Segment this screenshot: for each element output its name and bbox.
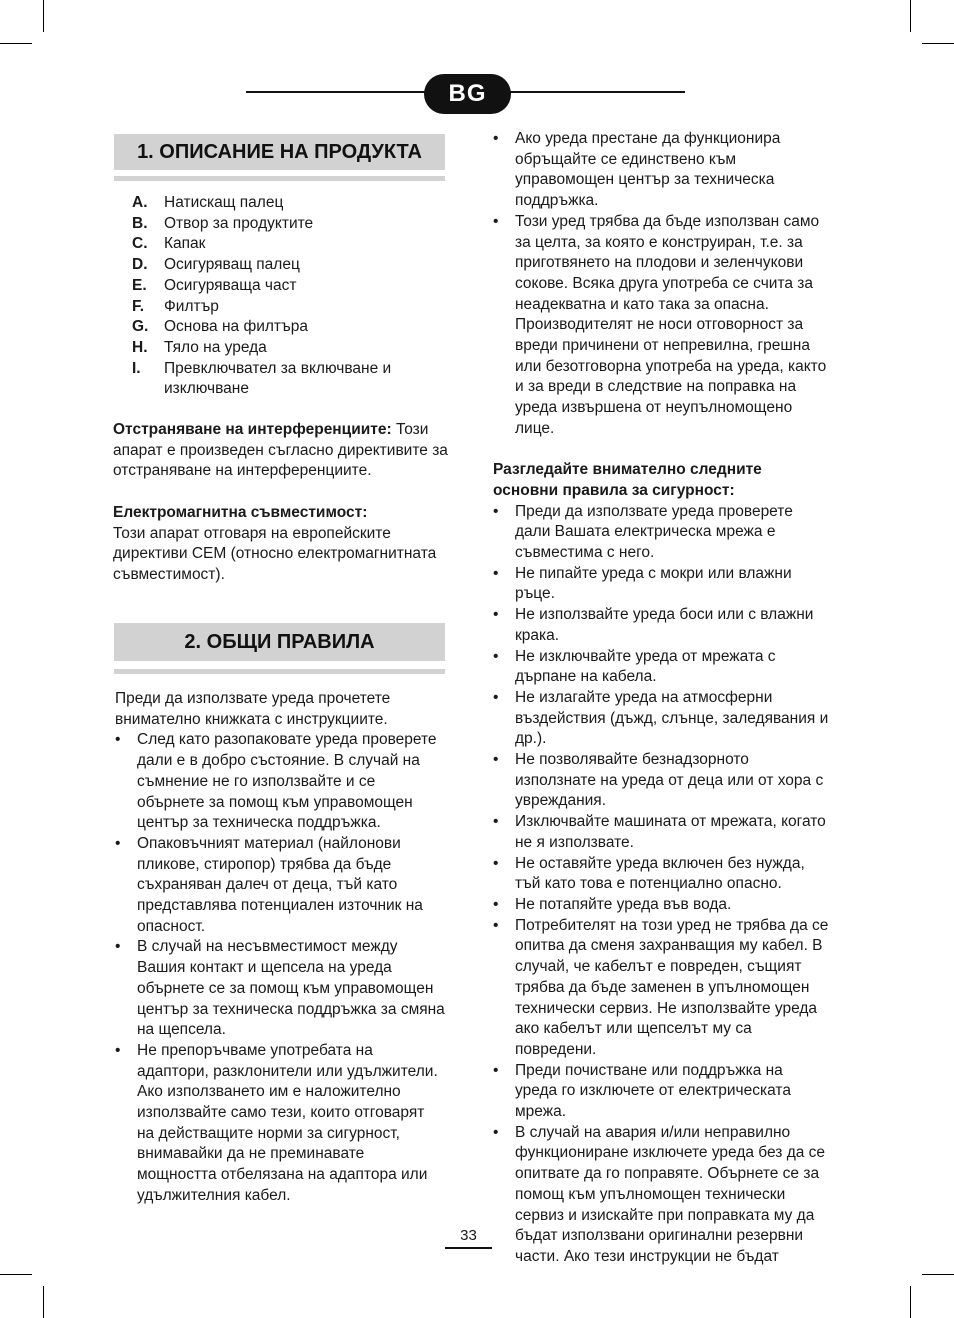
list-item: • Не изключвайте уреда от мрежата с дърпане на кабела. <box>493 647 829 688</box>
list-item: • Не използвайте уреда боси или с влажни крака. <box>493 605 829 646</box>
crop-mark <box>922 1274 954 1275</box>
section-1-rule <box>114 176 445 181</box>
list-item: G. Основа на филтъра <box>132 318 308 336</box>
interference-text: Този апарат е произведен съгласно директивите за отстраняване на интерференциите. <box>113 421 448 480</box>
crop-mark <box>910 0 911 32</box>
list-item: • Ако уреда престане да функционира обръщайте се единствено към управомощен център за техническа поддръжка. <box>493 129 829 212</box>
list-item: • Опаковъчният материал (найлонови пликове, стиропор) трябва да бъде съхраняван далеч от деца, тъй като представлява потенциален източник на опасност. <box>115 834 445 938</box>
safety-rules-list <box>493 502 829 1268</box>
list-item: • В случай на несъвместимост между Вашия контакт и щепсела на уреда обърнете се за помощ към управомощен център за техническа поддръжка за смяна на щепсела. <box>115 937 445 1041</box>
list-item: • Потребителят на този уред не трябва да се опитва да сменя захранващия му кабел. В случай, че кабелът е повреден, същият трябва да бъде заменен в упълномощен технически сервиз. Не използвайте уреда ако кабелът или щепселът му са повредени. <box>493 916 829 1061</box>
emc-label: Електромагнитна съвместимост: <box>113 504 368 521</box>
crop-mark <box>0 43 32 44</box>
list-item: • Не позволявайте безнадзорното използнате на уреда от деца или от хора с увреждания. <box>493 750 829 812</box>
section-2-title: 2. ОБЩИ ПРАВИЛА <box>114 623 445 661</box>
right-column <box>493 129 829 1268</box>
list-item: • Не излагайте уреда на атмосферни въздействия (дъжд, слънце, заледявания и др.). <box>493 688 829 750</box>
list-item: • Изключвайте машината от мрежата, когато не я използвате. <box>493 812 829 853</box>
general-rules-list <box>115 730 445 1206</box>
page-number: 33 <box>445 1226 492 1249</box>
section-1-title: 1. ОПИСАНИЕ НА ПРОДУКТА <box>114 134 445 170</box>
list-item: F. Филтър <box>132 297 219 315</box>
interference-label: Отстраняване на интерференциите: <box>113 421 392 438</box>
list-item: B. Отвор за продуктите <box>132 214 314 232</box>
list-item: • Не пипайте уреда с мокри или влажни ръце. <box>493 564 829 605</box>
list-item: I. Превключвател за включване и изключване <box>132 359 392 398</box>
crop-mark <box>922 43 954 44</box>
header-rule-left <box>246 91 436 93</box>
list-item: • След като разопаковате уреда проверете дали е в добро състояние. В случай на съмнение не го използвайте и се обърнете за помощ към управомощен център за техническа поддръжка. <box>115 730 445 834</box>
list-item: C. Капак <box>132 235 206 253</box>
language-badge: BG <box>424 74 511 114</box>
list-item: • В случай на авария и/или неправилно функциониране изключете уреда без да се опитвате да го поправяте. Обърнете се за помощ към упълномощен технически сервиз и изискайте при поправката му да бъдат използвани оригинални резервни части. Ако тези инструкции не бъдат <box>493 1123 829 1268</box>
list-item: D. Осигуряващ палец <box>132 256 300 274</box>
safety-heading: Разгледайте внимателно следните основни правила за сигурност: <box>493 461 762 499</box>
warranty-list <box>493 129 829 440</box>
crop-mark <box>43 0 44 32</box>
list-item: • Преди да използвате уреда проверете дали Вашата електрическа мрежа е съвместима с него. <box>493 502 829 564</box>
list-item: • Този уред трябва да бъде използван само за целта, за която е конструиран, т.е. за приготвянето на плодови и зеленчукови сокове. Всяка друга употреба се счита за неадекватна и като така за опасна. Производителят не носи отговорност за вреди причинени от непревилна, грешна или безотговорна употреба на уреда, както и за вреди в следствие на поправка на уреда извършена от неупълномощено лице. <box>493 212 829 440</box>
list-item: • Не препоръчваме употребата на адаптори, разклонители или удължители. Ако използването им е наложително използвайте само тези, които отговарят на действащите норми за сигурност, внимавайки да не преминавате мощността отбелязана на адаптора или удължителния кабел. <box>115 1041 445 1207</box>
section-2-rule <box>114 669 445 674</box>
list-item: • Не потапяйте уреда във вода. <box>493 895 829 916</box>
crop-mark <box>910 1286 911 1318</box>
crop-mark <box>43 1286 44 1318</box>
general-rules-block <box>115 689 445 1207</box>
interference-paragraph <box>113 420 448 482</box>
list-item: E. Осигуряваща част <box>132 276 297 294</box>
list-item: • Не оставяйте уреда включен без нужда, тъй като това е потенциално опасно. <box>493 854 829 895</box>
crop-mark <box>0 1274 32 1275</box>
emc-paragraph <box>113 503 448 586</box>
emc-text: Този апарат отговаря на европейските директиви CEM (относно електромагнитната съвместимост). <box>113 524 437 584</box>
list-item: • Преди почистване или поддръжка на уреда го изключете от електрическата мрежа. <box>493 1061 829 1123</box>
list-item: A. Натискащ палец <box>132 194 284 211</box>
list-item: H. Тяло на уреда <box>132 338 267 356</box>
parts-list <box>113 193 448 400</box>
header-rule-right <box>500 91 685 93</box>
general-rules-intro: Преди да използвате уреда прочетете внимателно книжката с инструкциите. <box>115 690 391 728</box>
